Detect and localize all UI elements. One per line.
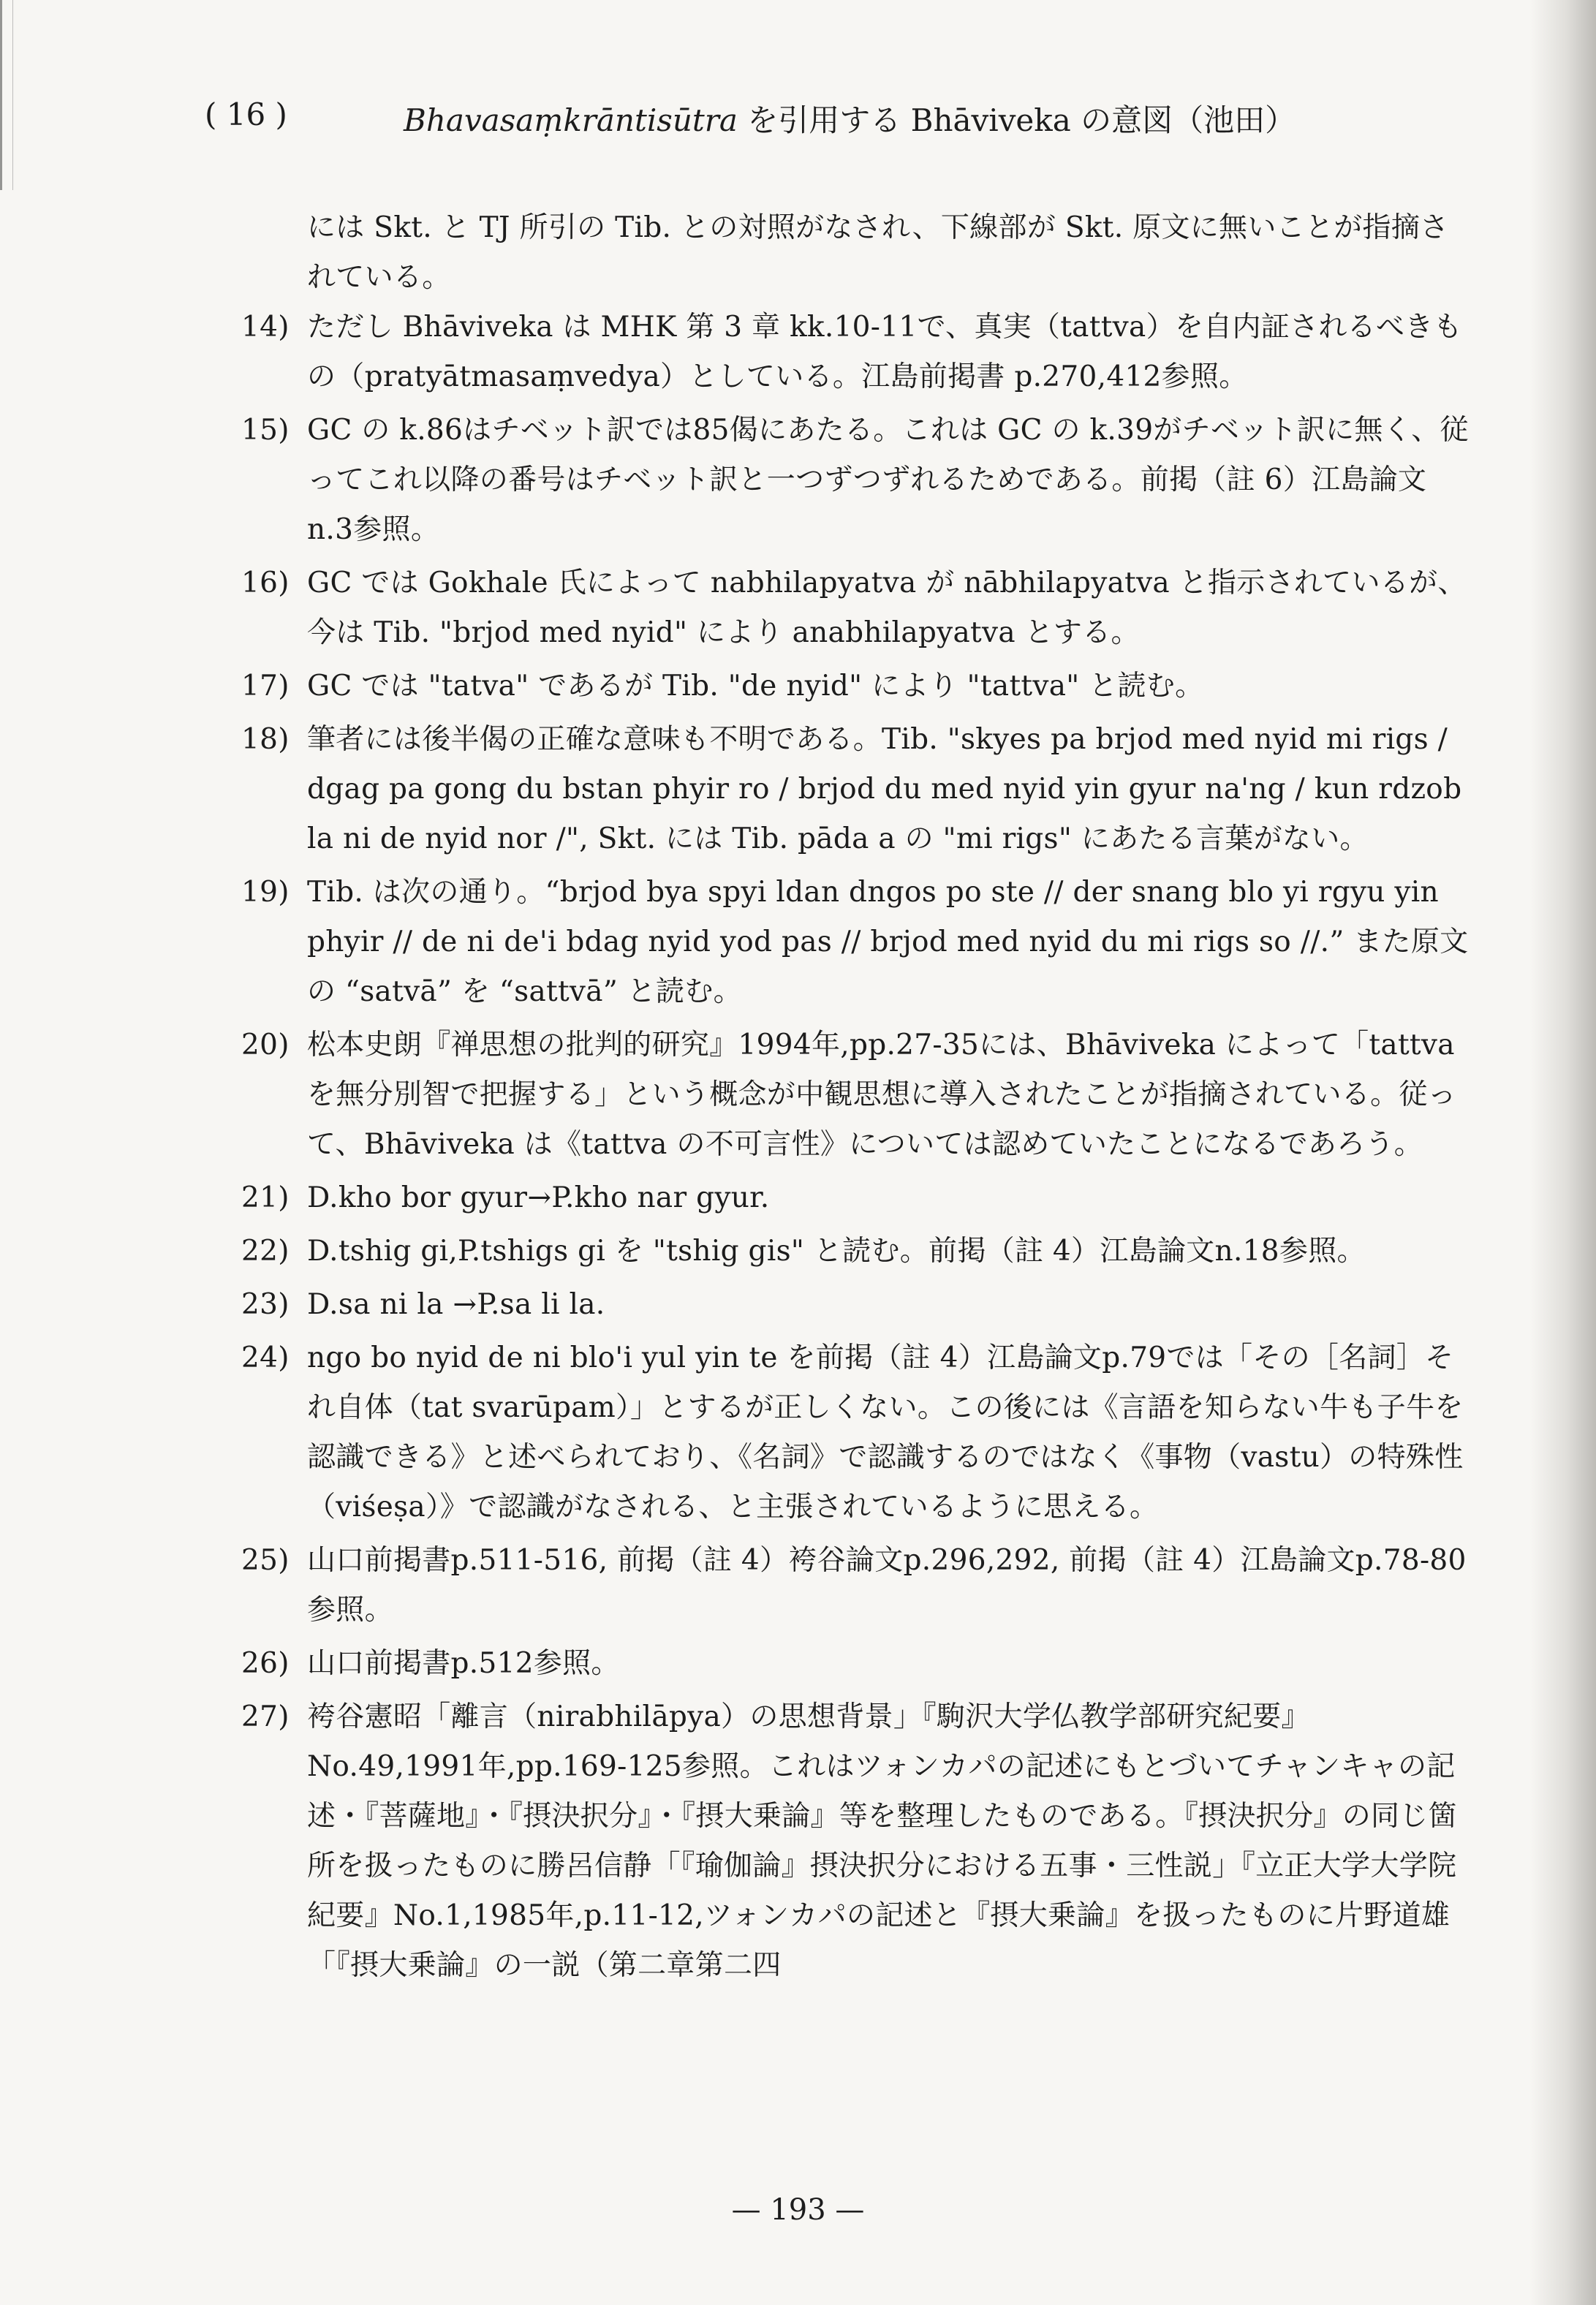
footnote-number: 14) (241, 311, 290, 344)
footnote-text: ngo bo nyid de ni blo'i yul yin te を前掲（註 4）江島論文p.79では「その［名詞］それ自体（tat svarūpam）」とするが正しくない。この後には《言語を知らない牛も子牛を認識できる》と述べられており、《名詞》で認識するのではなく《事物（vastu）の特殊性（viśeṣa）》で認識がなされる、と主張されているように思える。 (307, 1341, 1464, 1524)
running-title-rest: を引用する Bhāviveka の意図（池田） (737, 102, 1296, 138)
footnote-item (241, 303, 1470, 402)
footnote-number: 27) (241, 1700, 290, 1733)
footnote-number: 23) (241, 1288, 290, 1321)
page-number: ( 16 ) (205, 96, 287, 132)
footnote-item (241, 1333, 1470, 1532)
footnote-item (241, 1227, 1470, 1276)
footnote-number: 19) (241, 876, 290, 909)
footnotes (241, 203, 1470, 1994)
footnote-item (241, 1173, 1470, 1223)
footnote-text: 山口前掲書p.512参照。 (307, 1647, 620, 1680)
footnote-number: 21) (241, 1181, 290, 1214)
footnote-text: GC の k.86はチベット訳では85偈にあたる。これは GC の k.39がチベット訳に無く、従ってこれ以降の番号はチベット訳と一つずつずれるためである。前掲（註 6）江島論文n.3参照。 (307, 414, 1469, 546)
footnote-number: 26) (241, 1647, 290, 1680)
scan-binding-edge (0, 0, 13, 190)
footnote-text: ただし Bhāviveka は MHK 第 3 章 kk.10-11で、真実（tattva）を自内証されるべきもの（pratyātmasaṃvedya）としている。江島前掲書 p.270,412参照。 (307, 311, 1462, 393)
footnote-number: 15) (241, 414, 290, 447)
footnote-text: D.kho bor gyur→P.kho nar gyur. (307, 1181, 770, 1214)
footnote-number: 25) (241, 1544, 290, 1577)
footnote-item (241, 662, 1470, 711)
footnote-text: 袴谷憲昭「離言（nirabhilāpya）の思想背景」『駒沢大学仏教学部研究紀要』No.49,1991年,pp.169-125参照。これはツォンカパの記述にもとづいてチャンキャの記述・『菩薩地』・『摂決択分』・『摂大乗論』等を整理したものである。『摂決択分』の同じ箇所を扱ったものに勝呂信静「『瑜伽論』摂決択分における五事・三性説」『立正大学大学院紀要』No.1,1985年,p.11-12,ツォンカパの記述と『摂大乗論』を扱ったものに片野道雄「『摂大乗論』の一説（第二章第二四 (307, 1700, 1457, 1982)
running-title-italic: Bhavasaṃkrāntisūtra (404, 102, 738, 138)
footnote-text: Tib. は次の通り。“brjod bya spyi ldan dngos po ste // der snang blo yi rgyu yin phyir // de ni de'i bdag nyid yod pas // brjod med nyid du mi rigs so //.” また原文の “satvā” を “sattvā” と読む。 (307, 876, 1469, 1008)
footnote-text: GC では Gokhale 氏によって nabhilapyatva が nābhilapyatva と指示されているが、今は Tib. "brjod med nyid" により anabhilapyatva とする。 (307, 567, 1467, 649)
footnote-item (241, 406, 1470, 555)
note-continuation: には Skt. と TJ 所引の Tib. との対照がなされ、下線部が Skt. 原文に無いことが指摘されている。 (307, 211, 1449, 294)
footnote-text: D.sa ni la →P.sa li la. (307, 1288, 605, 1321)
footnote-number: 18) (241, 723, 290, 756)
footnote-item (241, 1280, 1470, 1330)
footnote-text: 松本史朗『禅思想の批判的研究』1994年,pp.27-35には、Bhāviveka によって「tattva を無分別智で把握する」という概念が中観思想に導入されたことが指摘されている。従って、Bhāviveka は《tattva の不可言性》については認めていたことになるであろう。 (307, 1029, 1457, 1161)
scan-shadow-edge (1530, 0, 1596, 2305)
footnote-text: 山口前掲書p.511-516, 前掲（註 4）袴谷論文p.296,292, 前掲（註 4）江島論文p.78-80参照。 (307, 1544, 1467, 1627)
footnote-text: D.tshig gi,P.tshigs gi を "tshig gis" と読む。前掲（註 4）江島論文n.18参照。 (307, 1235, 1366, 1268)
footnote-number: 20) (241, 1029, 290, 1061)
footnote-item (241, 868, 1470, 1017)
footnote-item (241, 1021, 1470, 1170)
footnote-item (241, 1639, 1470, 1689)
footnote-text: 筆者には後半偈の正確な意味も不明である。Tib. "skyes pa brjod med nyid mi rigs / dgag pa gong du bstan phyir ro / brjod du med nyid yin gyur na'ng / kun rdzob la ni de nyid nor /", Skt. には Tib. pāda a の "mi rigs" にあたる言葉がない。 (307, 723, 1462, 855)
running-title (404, 96, 1296, 140)
footnote-number: 16) (241, 567, 290, 599)
footnote-number: 24) (241, 1341, 290, 1374)
footnote-number: 17) (241, 670, 290, 703)
page-footer-number: — 193 — (731, 2193, 865, 2227)
footnote-item (241, 1692, 1470, 1991)
footnote-item (241, 559, 1470, 658)
footnote-number: 22) (241, 1235, 290, 1268)
footnote-item (241, 715, 1470, 864)
page-header (205, 96, 1448, 140)
footnote-item (241, 1536, 1470, 1635)
note-list (241, 303, 1470, 1991)
footnote-text: GC では "tatva" であるが Tib. "de nyid" により "tattva" と読む。 (307, 670, 1204, 703)
